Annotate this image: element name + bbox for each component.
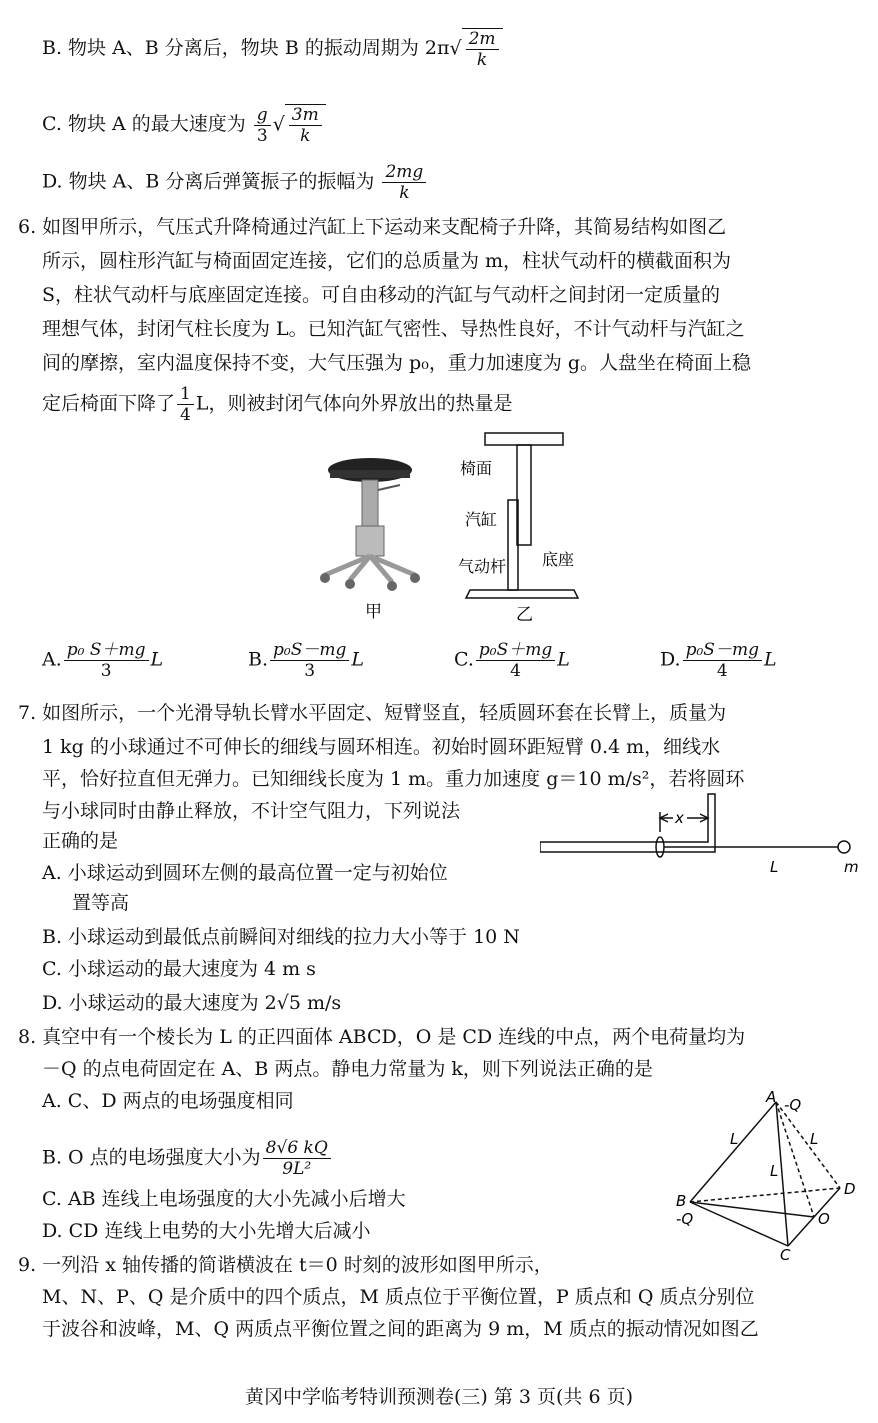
q7-line-5: 正确的是 — [42, 830, 119, 852]
q8-option-a: A. C、D 两点的电场强度相同 — [42, 1090, 294, 1112]
q7-option-c: C. 小球运动的最大速度为 4 m s — [42, 958, 316, 980]
q7-option-a-cont: 置等高 — [72, 892, 130, 914]
chair-photo — [320, 458, 420, 591]
fig-B-charge: -Q — [676, 1210, 694, 1228]
q5-option-b — [42, 28, 503, 70]
q6-line-5: 间的摩擦，室内温度保持不变，大气压强为 p₀，重力加速度为 g。人盘坐在椅面上稳 — [42, 352, 752, 374]
fig-rod-label: 气动杆 — [458, 557, 507, 576]
guide-rail — [540, 794, 850, 857]
q5-option-d-text: D. 物块 A、B 分离后弹簧振子的振幅为 — [42, 170, 375, 193]
fig-base-label: 底座 — [542, 550, 575, 569]
q8-option-c: C. AB 连线上电场强度的大小先减小后增大 — [42, 1188, 406, 1210]
fig-cylinder-label: 汽缸 — [465, 510, 498, 529]
fig-B-label: B — [676, 1192, 687, 1210]
q6-option-a: A. $\frac{\text{p₀ S＋mg}}{3}$ L — [42, 640, 164, 681]
q8-option-d: D. CD 连线上电势的大小先增大后减小 — [42, 1220, 371, 1242]
q6-option-c: C. $\frac{\text{p₀S＋mg}}{4}$ L — [454, 640, 570, 681]
q8-option-b: B. O 点的电场强度大小为 $\frac{8√6 kQ}{\text{9L²}}$ — [42, 1138, 333, 1179]
fig-C-label: C — [780, 1246, 791, 1260]
q8-figure — [670, 1088, 870, 1260]
q7-option-b: B. 小球运动到最低点前瞬间对细线的拉力大小等于 10 N — [42, 926, 520, 948]
q6-option-b: B. $\frac{\text{p₀S－mg}}{3}$ L — [248, 640, 364, 681]
q9-line-2: M、N、P、Q 是介质中的四个质点，M 质点位于平衡位置，P 质点和 Q 质点分别位 — [42, 1286, 755, 1308]
q7-figure — [540, 790, 870, 890]
q6-line-3: S，柱状气动杆与底座固定连接。可自由移动的汽缸与气动杆之间封闭一定质量的 — [42, 284, 721, 306]
fig-x-label: x — [675, 809, 684, 827]
q6-line-4: 理想气体，封闭气柱长度为 L。已知汽缸气密性、导热性良好，不计气动杆与汽缸之 — [42, 318, 745, 340]
q8-line-2: －Q 的点电荷固定在 A、B 两点。静电力常量为 k，则下列说法正确的是 — [42, 1058, 653, 1080]
fig-O-label: O — [818, 1210, 830, 1228]
q5-option-c-text: C. 物块 A 的最大速度为 — [42, 113, 246, 135]
q6-line-2: 所示，圆柱形汽缸与椅面固定连接，它们的总质量为 m，柱状气动杆的横截面积为 — [42, 250, 732, 272]
q5-option-b-coef: 2π — [424, 37, 450, 59]
fig-L2-label: L — [810, 1130, 819, 1148]
fig-L3-label: L — [770, 1162, 779, 1180]
q7-option-d: D. 小球运动的最大速度为 2√5 m/s — [42, 992, 342, 1014]
fig-jia-label: 甲 — [365, 602, 382, 622]
fig-D-label: D — [844, 1180, 856, 1198]
fig-L1-label: L — [730, 1130, 739, 1148]
q5-option-d-frac: $\frac{2mg}{k}$ — [382, 162, 426, 203]
fig-A-label: A — [766, 1088, 777, 1106]
q5-option-c: C. 物块 A 的最大速度为 $\frac{g}{3}$ √ $\frac{3m}{k}$ — [42, 104, 326, 146]
q9-line-1: 9. 一列沿 x 轴传播的简谐横波在 t＝0 时刻的波形如图甲所示， — [18, 1254, 553, 1276]
q6-line-6: 定后椅面下降了 $\frac{1}{4}$ L，则被封闭气体向外界放出的热量是 — [42, 384, 513, 425]
q5-option-c-frac: $\frac{g}{3}$ — [254, 105, 271, 146]
page-footer: 黄冈中学临考特训预测卷(三) 第 3 页(共 6 页) — [244, 1386, 634, 1408]
fig-A-charge: -Q — [784, 1096, 802, 1114]
q5-option-d — [42, 162, 428, 203]
q9-line-3: 于波谷和波峰，M、Q 两质点平衡位置之间的距离为 9 m，M 质点的振动情况如图乙 — [42, 1318, 759, 1340]
q7-line-3: 平，恰好拉直但无弹力。已知细线长度为 1 m。重力加速度 g＝10 m/s²，若将圆环 — [42, 768, 745, 790]
fig-yi-label: 乙 — [516, 605, 533, 625]
q6-figure — [310, 430, 610, 630]
q5-option-b-text: B. 物块 A、B 分离后，物块 B 的振动周期为 — [42, 37, 419, 59]
q7-option-a: A. 小球运动到圆环左侧的最高位置一定与初始位 — [42, 862, 448, 884]
q7-line-2: 1 kg 的小球通过不可伸长的细线与圆环相连。初始时圆环距短臂 0.4 m，细线水 — [42, 736, 721, 758]
fig-m-label: m — [844, 858, 859, 876]
q5-option-b-sqrt: √ $\frac{2m}{k}$ — [449, 28, 502, 70]
fig-L-label: L — [770, 858, 779, 876]
q6-line-1: 6. 如图甲所示，气压式升降椅通过汽缸上下运动来支配椅子升降，其简易结构如图乙 — [18, 216, 727, 238]
q7-line-4: 与小球同时由静止释放，不计空气阻力，下列说法 — [42, 800, 461, 822]
q8-line-1: 8. 真空中有一个棱长为 L 的正四面体 ABCD，O 是 CD 连线的中点，两个电荷量均为 — [18, 1026, 746, 1048]
q6-option-d: D. $\frac{\text{p₀S－mg}}{4}$ L — [660, 640, 777, 681]
fig-seat-label: 椅面 — [460, 459, 493, 478]
q7-line-1: 7. 如图所示，一个光滑导轨长臂水平固定、短臂竖直，轻质圆环套在长臂上，质量为 — [18, 702, 727, 724]
